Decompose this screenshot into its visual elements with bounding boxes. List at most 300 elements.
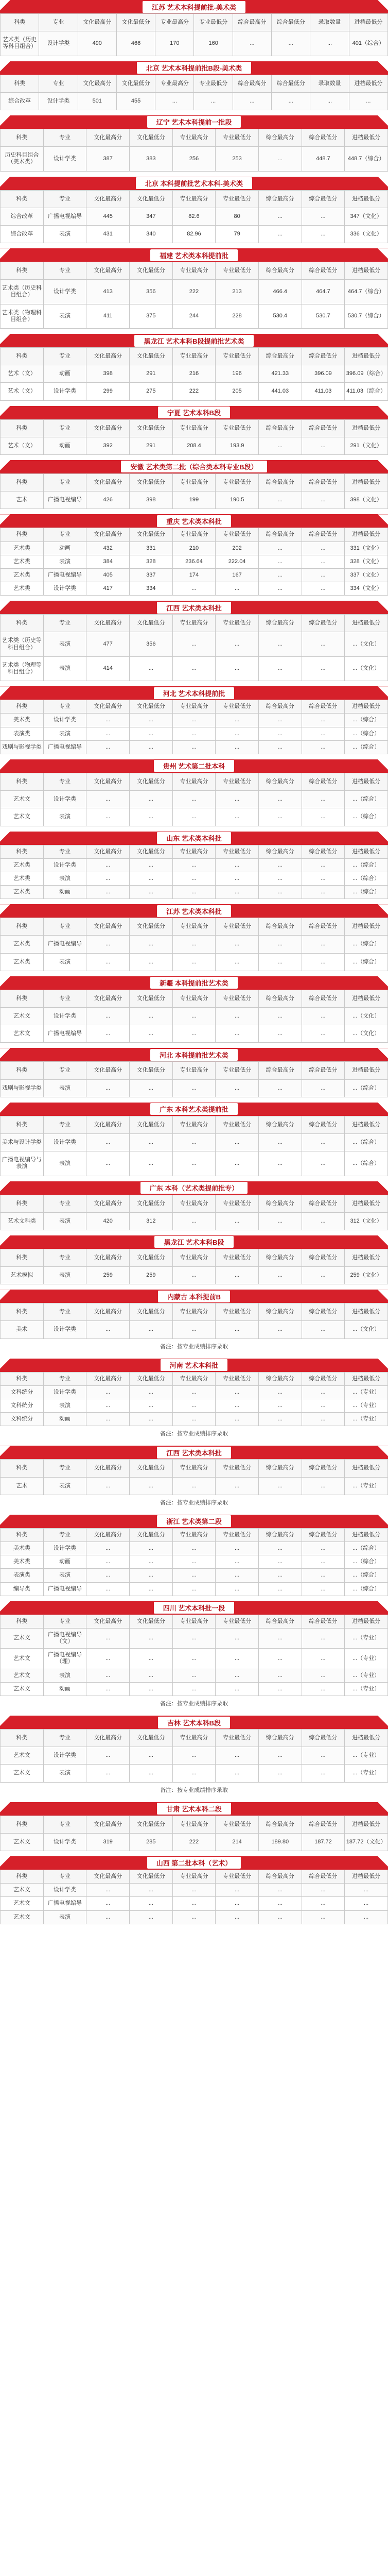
- score-section: [0, 1290, 388, 1353]
- table-cell: 426: [86, 492, 130, 509]
- column-header: 文化最高分: [86, 190, 130, 208]
- score-table: [0, 129, 388, 172]
- table-cell: ...: [194, 92, 233, 110]
- section-note: 备注：按专业成绩排序录取: [160, 1787, 228, 1793]
- section-title: 北京 本科提前批艺术本科-美术类: [136, 177, 252, 189]
- column-header: 专业最高分: [172, 1303, 216, 1321]
- column-header: 进档最低分: [345, 1249, 388, 1266]
- table-cell: ...: [302, 1385, 345, 1399]
- table-cell: ...: [172, 808, 216, 826]
- table-cell: ...: [302, 1413, 345, 1426]
- table-cell: ...: [258, 582, 302, 596]
- table-cell: 表演: [43, 727, 86, 740]
- column-header: 综合最高分: [258, 1816, 302, 1833]
- table-cell: ...: [129, 1569, 172, 1582]
- table-cell: 艺术文: [1, 1747, 44, 1765]
- column-header: 专业最高分: [172, 473, 216, 491]
- table-cell: ...: [272, 31, 310, 56]
- table-header-row: [1, 990, 388, 1007]
- column-header: 专业最高分: [172, 1062, 216, 1079]
- table-cell: ...: [172, 727, 216, 740]
- column-header: 专业: [43, 528, 86, 541]
- table-cell: 文科统分: [1, 1399, 44, 1413]
- table-cell: ...: [302, 1133, 345, 1151]
- table-cell: ...: [258, 492, 302, 509]
- section-note: 备注：按专业成绩排序录取: [160, 1499, 228, 1506]
- table-cell: 210: [172, 541, 216, 555]
- table-cell: ...: [86, 886, 130, 899]
- table-cell: 设计学类: [43, 1833, 86, 1851]
- table-cell: 设计学类: [43, 1747, 86, 1765]
- score-section: [0, 1103, 388, 1176]
- table-header-row: [1, 1195, 388, 1212]
- table-cell: 319: [86, 1833, 130, 1851]
- table-cell: ...: [258, 1133, 302, 1151]
- score-table: [0, 1615, 388, 1696]
- column-header: 综合最低分: [302, 1460, 345, 1477]
- table-cell: ...: [86, 858, 130, 872]
- table-cell: 331: [129, 541, 172, 555]
- score-section: [0, 904, 388, 971]
- table-cell: 387: [86, 147, 130, 171]
- table-cell: ...: [172, 1582, 216, 1596]
- table-header-row: [1, 1816, 388, 1833]
- column-header: 综合最低分: [302, 262, 345, 280]
- table-cell: ...（综合）: [345, 936, 388, 953]
- table-cell: 动画: [43, 1413, 86, 1426]
- score-table: [0, 918, 388, 971]
- column-header: 进档最低分: [345, 615, 388, 632]
- table-cell: ...: [129, 1765, 172, 1782]
- table-cell: ...（专业）: [345, 1649, 388, 1669]
- score-table: [0, 419, 388, 455]
- table-cell: 312: [129, 1212, 172, 1230]
- section-banner: [0, 177, 388, 190]
- column-header: 文化最低分: [129, 1249, 172, 1266]
- table-cell: 222: [172, 383, 216, 400]
- column-header: 专业: [43, 1249, 86, 1266]
- section-banner: [0, 1446, 388, 1459]
- table-header-row: [1, 419, 388, 437]
- column-header: 专业: [43, 1372, 86, 1385]
- section-banner: [0, 61, 388, 75]
- score-table: [0, 845, 388, 900]
- table-cell: 设计学类: [43, 280, 86, 304]
- table-cell: ...: [86, 1910, 130, 1924]
- table-cell: 表演: [43, 555, 86, 568]
- table-cell: ...: [258, 808, 302, 826]
- score-section: [0, 601, 388, 681]
- column-header: 进档最低分: [345, 1615, 388, 1628]
- column-header: 专业最高分: [172, 700, 216, 714]
- table-cell: ...: [216, 1897, 259, 1910]
- table-cell: ...: [86, 727, 130, 740]
- section-title: 浙江 艺术类第二段: [157, 1515, 231, 1527]
- table-cell: ...: [172, 1765, 216, 1782]
- column-header: 进档最低分: [345, 1816, 388, 1833]
- table-cell: ...: [216, 1682, 259, 1696]
- column-header: 文化最高分: [86, 1460, 130, 1477]
- table-cell: ...: [129, 1151, 172, 1176]
- table-cell: 艺术（文）: [1, 437, 44, 454]
- table-cell: 448.7: [302, 147, 345, 171]
- section-title: 黑龙江 艺术本科B段: [154, 1236, 233, 1248]
- table-cell: ...: [216, 740, 259, 754]
- table-cell: ...（综合）: [345, 858, 388, 872]
- column-header: 综合最高分: [258, 773, 302, 790]
- column-header: 进档最低分: [345, 129, 388, 146]
- column-header: 综合最高分: [233, 14, 271, 31]
- column-header: 科类: [1, 262, 44, 280]
- table-row: [1, 225, 388, 243]
- column-header: 科类: [1, 190, 44, 208]
- column-header: 综合最高分: [233, 75, 271, 92]
- column-header: 综合最高分: [258, 918, 302, 936]
- table-cell: ...: [302, 953, 345, 971]
- table-cell: ...: [216, 1569, 259, 1582]
- table-cell: ...: [86, 936, 130, 953]
- table-cell: ...: [129, 1682, 172, 1696]
- table-cell: ...（综合）: [345, 1569, 388, 1582]
- table-cell: 244: [172, 304, 216, 328]
- section-title: 河北 本科提前批艺术类: [150, 1049, 238, 1061]
- table-cell: 表演: [43, 1765, 86, 1782]
- table-cell: ...: [216, 1477, 259, 1495]
- column-header: 文化最低分: [129, 419, 172, 437]
- table-row: [1, 208, 388, 225]
- column-header: 综合最高分: [258, 615, 302, 632]
- column-header: 科类: [1, 1372, 44, 1385]
- score-table: [0, 1061, 388, 1097]
- table-cell: ...: [302, 791, 345, 808]
- table-cell: ...: [302, 872, 345, 885]
- score-section: [0, 1446, 388, 1509]
- table-row: [1, 1477, 388, 1495]
- table-cell: 291: [129, 365, 172, 383]
- table-cell: 表演: [43, 953, 86, 971]
- column-header: 文化最高分: [86, 918, 130, 936]
- table-cell: 398（文化）: [345, 492, 388, 509]
- table-cell: ...（综合）: [345, 1133, 388, 1151]
- column-header: 综合最高分: [258, 700, 302, 714]
- table-cell: 艺术类: [1, 541, 44, 555]
- table-cell: ...: [302, 1079, 345, 1097]
- table-cell: ...: [258, 437, 302, 454]
- column-header: 综合最高分: [258, 528, 302, 541]
- table-cell: ...: [129, 1910, 172, 1924]
- table-cell: 广播电视编导: [43, 1582, 86, 1596]
- table-cell: 414: [86, 656, 130, 681]
- table-cell: ...（综合）: [345, 953, 388, 971]
- column-header: 文化最低分: [129, 990, 172, 1007]
- table-cell: ...: [258, 740, 302, 754]
- table-cell: 213: [216, 280, 259, 304]
- column-header: 进档最低分: [345, 1730, 388, 1747]
- table-cell: ...: [129, 1079, 172, 1097]
- column-header: 专业最低分: [194, 75, 233, 92]
- column-header: 文化最低分: [116, 14, 155, 31]
- column-header: 科类: [1, 1528, 44, 1541]
- column-header: 科类: [1, 14, 39, 31]
- table-cell: 401（综合）: [349, 31, 387, 56]
- table-cell: 331（文化）: [345, 541, 388, 555]
- section-note: 备注：按专业成绩排序录取: [160, 1701, 228, 1707]
- column-header: 科类: [1, 1303, 44, 1321]
- table-cell: ...: [216, 1212, 259, 1230]
- table-cell: 艺术文: [1, 1682, 44, 1696]
- table-cell: 综合改革: [1, 208, 44, 225]
- table-cell: ...: [172, 1884, 216, 1897]
- table-cell: 表演: [43, 872, 86, 885]
- column-header: 专业: [43, 129, 86, 146]
- table-cell: 表演: [43, 1569, 86, 1582]
- table-cell: ...: [172, 714, 216, 727]
- table-cell: ...（综合）: [345, 1555, 388, 1569]
- score-section: [0, 1235, 388, 1284]
- table-cell: 337（文化）: [345, 568, 388, 582]
- score-table: [0, 347, 388, 401]
- table-cell: ...: [258, 872, 302, 885]
- table-cell: 广播电视编导: [43, 740, 86, 754]
- column-header: 专业: [43, 1303, 86, 1321]
- column-header: 文化最低分: [129, 845, 172, 858]
- column-header: 科类: [1, 615, 44, 632]
- table-header-row: [1, 75, 388, 92]
- table-cell: 戏剧与影视学类: [1, 1079, 44, 1097]
- table-cell: 艺术类（历史等科目组合）: [1, 31, 39, 56]
- table-cell: 表演: [43, 304, 86, 328]
- column-header: 文化最高分: [86, 615, 130, 632]
- table-cell: 表演: [43, 632, 86, 656]
- table-cell: 表演: [43, 656, 86, 681]
- table-header-row: [1, 700, 388, 714]
- table-cell: ...: [172, 1413, 216, 1426]
- section-title: 黑龙江 艺术本科B段提前批艺术类: [134, 335, 253, 347]
- table-cell: ...: [129, 791, 172, 808]
- section-title: 山东 艺术类本科批: [157, 832, 231, 844]
- table-cell: ...: [172, 632, 216, 656]
- table-cell: ...: [302, 1008, 345, 1025]
- column-header: 综合最高分: [258, 1195, 302, 1212]
- section-banner: [0, 1716, 388, 1729]
- table-cell: 文科统分: [1, 1385, 44, 1399]
- column-header: 文化最高分: [86, 1730, 130, 1747]
- table-cell: ...: [172, 1385, 216, 1399]
- table-cell: ...: [86, 872, 130, 885]
- column-header: 专业最高分: [172, 1116, 216, 1133]
- score-table: [0, 1372, 388, 1427]
- table-cell: ...: [345, 1910, 388, 1924]
- table-cell: ...: [172, 1133, 216, 1151]
- table-cell: ...: [258, 632, 302, 656]
- column-header: 进档最低分: [349, 75, 387, 92]
- column-header: 文化最低分: [129, 1730, 172, 1747]
- column-header: 文化最低分: [129, 615, 172, 632]
- table-cell: ...（专业）: [345, 1628, 388, 1648]
- column-header: 综合最高分: [258, 1116, 302, 1133]
- table-cell: ...: [172, 1267, 216, 1284]
- table-header-row: [1, 615, 388, 632]
- table-header-row: [1, 1303, 388, 1321]
- column-header: 专业最高分: [172, 1528, 216, 1541]
- table-row: [1, 1008, 388, 1025]
- table-cell: 396.09: [302, 365, 345, 383]
- table-cell: ...: [302, 1765, 345, 1782]
- column-header: 专业: [43, 1870, 86, 1883]
- table-cell: ...: [233, 31, 271, 56]
- column-header: 进档最低分: [345, 1116, 388, 1133]
- table-row: [1, 1569, 388, 1582]
- table-cell: 设计学类: [43, 147, 86, 171]
- score-table: [0, 700, 388, 754]
- table-cell: ...: [86, 1413, 130, 1426]
- table-cell: ...: [258, 225, 302, 243]
- column-header: 文化最低分: [129, 1303, 172, 1321]
- section-banner: [0, 115, 388, 129]
- table-row: [1, 1765, 388, 1782]
- table-cell: ...: [129, 656, 172, 681]
- score-table: [0, 1870, 388, 1924]
- column-header: 综合最低分: [302, 845, 345, 858]
- table-cell: ...: [302, 1025, 345, 1043]
- table-cell: ...（专业）: [345, 1413, 388, 1426]
- column-header: 综合最低分: [302, 1195, 345, 1212]
- table-header-row: [1, 473, 388, 491]
- table-cell: 236.64: [172, 555, 216, 568]
- table-cell: ...: [302, 1582, 345, 1596]
- table-cell: 328: [129, 555, 172, 568]
- column-header: 专业: [43, 1062, 86, 1079]
- column-header: 科类: [1, 990, 44, 1007]
- table-cell: ...: [172, 1008, 216, 1025]
- column-header: 专业: [43, 990, 86, 1007]
- table-cell: 170: [155, 31, 194, 56]
- column-header: 文化最低分: [129, 528, 172, 541]
- table-cell: ...: [233, 92, 271, 110]
- column-header: 综合最高分: [258, 348, 302, 365]
- section-banner: [0, 1048, 388, 1061]
- column-header: 专业: [43, 845, 86, 858]
- column-header: 文化最高分: [78, 14, 116, 31]
- column-header: 专业: [43, 262, 86, 280]
- table-cell: ...: [172, 858, 216, 872]
- column-header: 科类: [1, 75, 39, 92]
- table-cell: ...: [86, 1555, 130, 1569]
- section-title: 福建 艺术类本科提前批: [150, 249, 238, 261]
- column-header: 文化最低分: [116, 75, 155, 92]
- table-cell: ...: [216, 582, 259, 596]
- score-section: [0, 1048, 388, 1097]
- column-header: 综合最高分: [258, 845, 302, 858]
- table-cell: ...: [86, 1884, 130, 1897]
- column-header: 专业最高分: [172, 348, 216, 365]
- column-header: 综合最高分: [258, 1062, 302, 1079]
- table-cell: 艺术文: [1, 1669, 44, 1682]
- table-cell: 187.72: [302, 1833, 345, 1851]
- table-cell: ...: [302, 437, 345, 454]
- table-cell: ...: [86, 1477, 130, 1495]
- table-cell: ...: [86, 1649, 130, 1669]
- column-header: 综合最低分: [302, 615, 345, 632]
- table-header-row: [1, 1116, 388, 1133]
- column-header: 科类: [1, 348, 44, 365]
- column-header: 综合最低分: [302, 1730, 345, 1747]
- table-cell: ...: [172, 1399, 216, 1413]
- table-cell: ...: [216, 936, 259, 953]
- table-cell: 艺术模拟: [1, 1267, 44, 1284]
- table-cell: 411: [86, 304, 130, 328]
- table-cell: 196: [216, 365, 259, 383]
- table-cell: ...（专业）: [345, 1682, 388, 1696]
- column-header: 专业最低分: [216, 918, 259, 936]
- section-banner: [0, 1290, 388, 1303]
- table-cell: 艺术（文）: [1, 365, 44, 383]
- table-row: [1, 1399, 388, 1413]
- column-header: 综合最低分: [302, 1615, 345, 1628]
- table-cell: ...: [258, 953, 302, 971]
- section-banner: [0, 460, 388, 473]
- score-section: [0, 514, 388, 596]
- table-cell: ...: [258, 208, 302, 225]
- table-cell: ...: [302, 1669, 345, 1682]
- table-cell: ...: [86, 1747, 130, 1765]
- table-cell: 398: [86, 365, 130, 383]
- table-cell: ...: [86, 1765, 130, 1782]
- table-cell: ...: [258, 1682, 302, 1696]
- table-cell: ...: [129, 1008, 172, 1025]
- column-header: 进档最低分: [345, 528, 388, 541]
- column-header: 进档最低分: [345, 845, 388, 858]
- table-cell: ...: [86, 1897, 130, 1910]
- table-row: [1, 1079, 388, 1097]
- table-cell: 334: [129, 582, 172, 596]
- table-cell: 艺术文: [1, 1910, 44, 1924]
- table-cell: 艺术文: [1, 1884, 44, 1897]
- table-row: [1, 304, 388, 328]
- table-header-row: [1, 528, 388, 541]
- table-cell: 530.7（综合）: [345, 304, 388, 328]
- column-header: 科类: [1, 419, 44, 437]
- table-cell: 美术: [1, 1321, 44, 1338]
- table-cell: ...: [129, 1025, 172, 1043]
- column-header: 专业最高分: [172, 190, 216, 208]
- table-cell: 广播电视编导: [43, 208, 86, 225]
- table-cell: ...: [172, 1079, 216, 1097]
- table-cell: 464.7（综合）: [345, 280, 388, 304]
- table-cell: 383: [129, 147, 172, 171]
- table-cell: 432: [86, 541, 130, 555]
- score-table: [0, 190, 388, 244]
- table-cell: ...: [216, 714, 259, 727]
- column-header: 文化最高分: [86, 1116, 130, 1133]
- column-header: 综合最高分: [258, 1730, 302, 1747]
- column-header: 综合最低分: [302, 773, 345, 790]
- table-cell: ...（综合）: [345, 791, 388, 808]
- table-cell: 490: [78, 31, 116, 56]
- section-banner: [0, 1103, 388, 1116]
- table-cell: ...（综合）: [345, 1079, 388, 1097]
- table-cell: 广播电视编导: [43, 492, 86, 509]
- table-cell: 设计学类: [39, 92, 78, 110]
- score-table: [0, 1303, 388, 1338]
- table-cell: ...: [86, 1569, 130, 1582]
- table-cell: 530.4: [258, 304, 302, 328]
- column-header: 科类: [1, 773, 44, 790]
- column-header: 进档最低分: [345, 190, 388, 208]
- score-section: [0, 686, 388, 754]
- column-header: 文化最低分: [129, 473, 172, 491]
- column-header: 文化最低分: [129, 1460, 172, 1477]
